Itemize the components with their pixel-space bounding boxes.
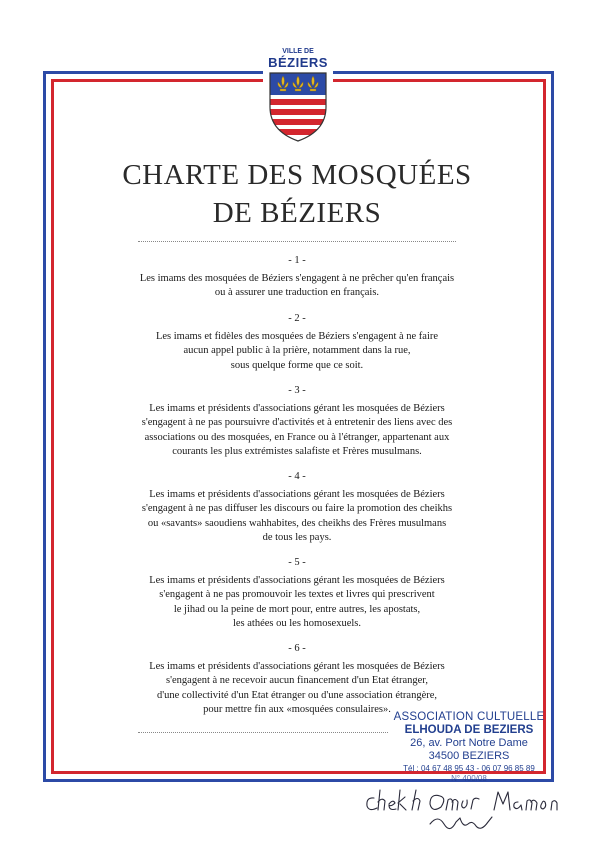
article-text-line: s'engagent à ne pas diffuser les discours ou faire la promotion des cheikhs [141,503,453,514]
stamp-line-street: 26, av. Port Notre Dame [410,737,528,749]
article-text-line: Les imams et présidents d'associations gérant les mosquées de Béziers [149,574,445,586]
document-title-line-2: DE BÉZIERS [212,197,382,229]
coat-of-arms-icon [268,71,328,143]
article-2 [60,312,534,373]
article-text-line: Les imams et présidents d'associations gérant les mosquées de Béziers [149,402,445,414]
article-text-line: ou «savants» saoudiens wahhabites, des cheikhs des Frères musulmans [147,517,447,529]
article-4 [60,470,534,546]
stamp-line-association-type: ASSOCIATION CULTUELLE [393,711,545,723]
article-text-line: les athées ou les homosexuels. [232,618,361,629]
association-stamp [384,711,554,783]
article-text-line: Les imams et fidèles des mosquées de Béziers s'engagent à ne faire [155,330,439,342]
article-6 [60,642,534,718]
crest-city-name: BÉZIERS [268,55,328,70]
stamp-line-number: N° 400/08 [451,774,487,783]
article-5 [60,556,534,632]
article-3 [60,384,534,460]
article-number: - 1 - [288,255,306,266]
city-crest [263,48,333,148]
stamp-line-phone: Tél : 04 67 48 95 43 - 06 07 96 85 89 [403,764,535,773]
article-text-line: le jihad ou la peine de mort pour, entre autres, les apostats, [173,603,421,615]
article-number: - 6 - [288,643,306,654]
article-number: - 4 - [288,471,306,482]
article-text-line: pour mettre fin aux «mosquées consulaires». [203,704,391,715]
article-number: - 3 - [288,385,306,396]
article-number: - 5 - [288,557,306,568]
article-number: - 2 - [288,313,306,324]
article-text-line: s'engagent à ne pas promouvoir les textes et livres qui prescrivent [159,589,435,600]
article-text-line: s'engagent à ne pas poursuivre d'activités et à entretenir des liens avec des [141,417,453,428]
title-divider [138,241,456,242]
article-text-line: aucun appel public à la prière, notamment dans la rue, [183,345,411,356]
article-text-line: d'une collectivité d'un Etat étranger ou d'une association étrangère, [156,689,438,701]
article-text-line: associations ou des mosquées, en France ou à l'étranger, appartenant aux [144,431,450,443]
article-text-line: de tous les pays. [262,532,332,543]
article-text-line: s'engagent à ne recevoir aucun financement d'un Etat étranger, [166,675,428,686]
bottom-divider [138,732,388,733]
document-title-line-1: CHARTE DES MOSQUÉES [122,159,472,191]
article-text-line: Les imams et présidents d'associations gérant les mosquées de Béziers [149,660,445,672]
article-text-line: Les imams des mosquées de Béziers s'engagent à ne prêcher qu'en français [139,272,455,284]
article-1 [60,254,534,301]
stamp-line-association-name: ELHOUDA DE BEZIERS [404,724,534,736]
article-text-line: ou à assurer une traduction en français. [214,287,380,298]
article-text-line: sous quelque forme que ce soit. [230,359,364,371]
crest-top-text: VILLE DE [282,48,314,55]
article-text-line: Les imams et présidents d'associations gérant les mosquées de Béziers [149,488,445,500]
article-text-line: courants les plus extrémistes salafiste et Frères musulmans. [172,446,422,457]
stamp-line-city: 34500 BEZIERS [428,750,510,762]
handwritten-signature [360,784,560,842]
